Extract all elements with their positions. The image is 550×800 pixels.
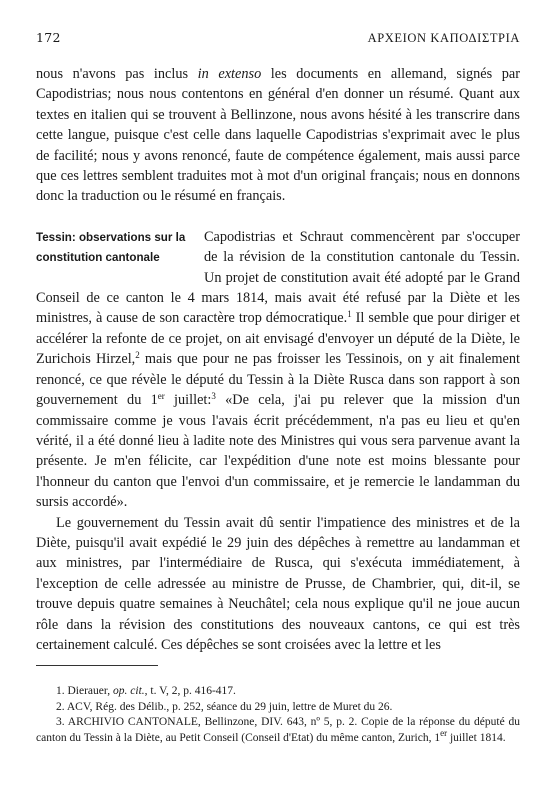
p1-text-b: Il semble que pour diriger et accélérer la refonte de ce projet, on ait envisagé d'envoyer un député de la Diète, le Zurichois Hirzel,: [36, 310, 521, 368]
p1-text-c: mais que pour ne pas froisser les Tessinois, on y ait finalement renoncé, ce que révèle le député du Tessin à la Diète Rusca dans son rapport à son gouvernement du 1: [36, 351, 520, 409]
p1-text-d: juillet:: [164, 392, 212, 409]
p1-text-e: «De cela, j'ai pu relever que la mission d'un commissaire comme je vous l'avais écrit précédemment, n'a pas eu lieu et qu'en vérité, il a été donné lieu à ladite note des Ministres qui vous sera parvenue avant la présente. Je m'en félicite, car l'expédition d'une note est moins blessante pour l'honneur du canton que l'envoi d'un commissaire, et je remercie le landamman du sursis accordé».: [36, 392, 521, 511]
page-number: 172: [36, 30, 61, 45]
footnote-1: [36, 684, 520, 700]
footnote-ref-3: 3: [211, 391, 216, 402]
intro-text-2: les documents en allemand, signés par Capodistrias; nous nous contentons en général d'en donner un résumé. Quant aux textes en italien qui se trouvent à Bellinzone, nous avons hésité à les transcrire dans cette langue, puisque c'est celle dans laquelle Capodistrias s'exprimait avec le plus de facilité; nous y avons renoncé, faute de compétence également, mais aussi parce que ces lettres semblent traduites mot à mot d'un original français; nous en donnons donc la traduction ou le résumé en français.: [36, 66, 521, 205]
footnote-3: [36, 715, 520, 746]
intro-italic: in extenso: [197, 66, 262, 82]
footnote-3-text-a: 3. ARCHIVIO CANTONALE, Bellinzone, DIV. 643, nº 5, p. 2. Copie de la réponse du député du canton du Tessin à la Diète, au Petit Conseil (Conseil d'Etat) du même canton, Zurich, 1: [36, 716, 520, 744]
margin-heading: Tessin: observations sur la constitution cantonale: [36, 230, 186, 265]
intro-paragraph: [36, 64, 520, 207]
footnote-1-text-b: , t. V, 2, p. 416-417.: [144, 685, 236, 698]
footnotes: [36, 684, 520, 746]
footnote-3-text-b: juillet 1814.: [447, 731, 506, 744]
footnote-3-ordinal: er: [440, 727, 448, 738]
footnote-2: 2. ACV, Rég. des Délib., p. 252, séance du 29 juin, lettre de Muret du 26.: [56, 700, 393, 713]
footnote-ref-1: 1: [347, 309, 352, 320]
footnote-1-text-a: 1. Dierauer,: [56, 685, 114, 698]
ordinal-superscript: er: [157, 391, 165, 402]
footnote-separator: [36, 665, 158, 666]
footnote-1-italic: op. cit.: [113, 685, 145, 698]
running-title: ΑΡΧΕΙΟΝ ΚΑΠΟΔΙΣΤΡΙΑ: [367, 31, 520, 45]
p1-text-a: Capodistrias et Schraut commencèrent par s'occuper de la révision de la constitution cantonale du Tessin. Un projet de constitution avait été adopté par le Grand Conseil de ce canton le 4 mars 1814, mais avait été refusé par la Diète et les ministres, à cause de son caractère trop démocratique.: [36, 228, 520, 327]
page-header: [36, 30, 520, 50]
tessin-section: [36, 227, 520, 656]
intro-text-1: nous n'avons pas inclus: [36, 66, 198, 82]
document-page: [36, 30, 520, 746]
section-paragraph-2: Le gouvernement du Tessin avait dû sentir l'impatience des ministres et de la Diète, puisqu'il avait expédié le 29 juin des dépêches à remettre au landamman et aux ministres, par l'intermédiaire de Rusca, qui s'exécuta immédiatement, à l'exception de celle adressée au ministre de Prusse, de Chambrier, qui, dit-il, se trouve depuis quatre semaines à Neuchâtel; cela nous explique qu'il ne joue aucun rôle dans la révision des constitutions des nouveaux cantons, ce qui est très certainement calculé. Ces dépêches se sont croisées avec la lettre et les: [36, 514, 520, 653]
footnote-ref-2: 2: [135, 350, 140, 361]
section-paragraph-1: [36, 227, 520, 513]
